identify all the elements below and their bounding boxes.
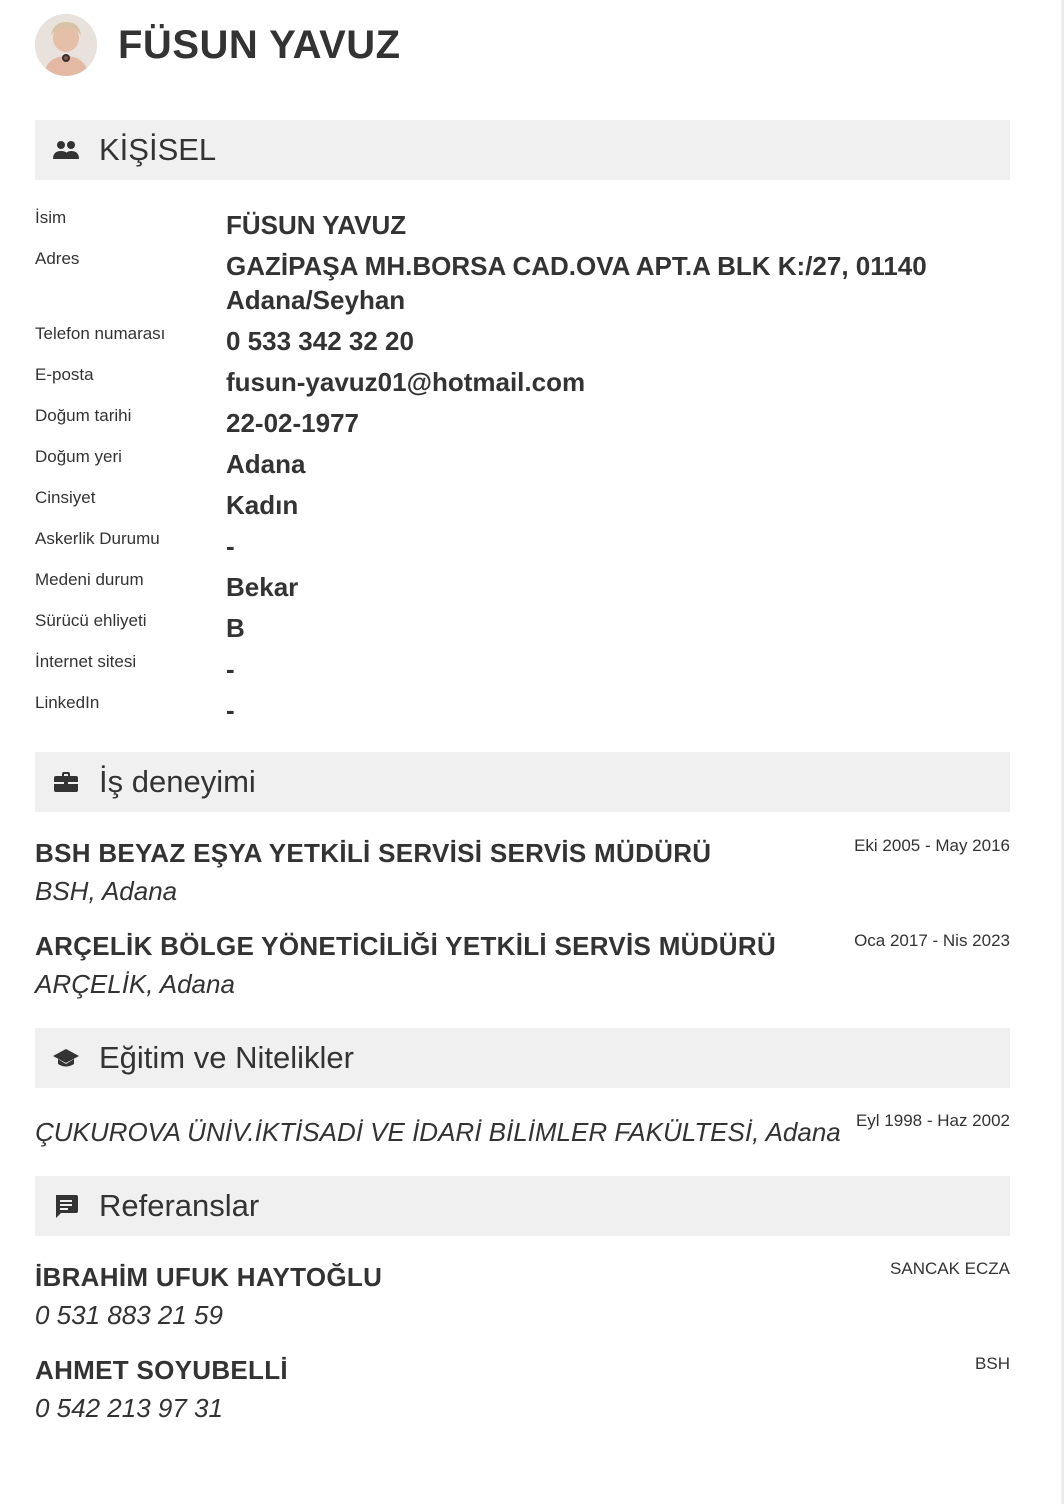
info-value: -	[226, 654, 235, 684]
reference-name: İBRAHİM UFUK HAYTOĞLU	[35, 1262, 383, 1292]
info-value: fusun-yavuz01@hotmail.com	[226, 367, 586, 397]
school-name: ÇUKUROVA ÜNİV.İKTİSADİ VE İDARİ BİLİMLER FAKÜLTESİ, Adana	[35, 1117, 841, 1147]
reference-phone: 0 542 213 97 31	[35, 1393, 223, 1423]
info-label: İsim	[35, 208, 67, 227]
job-company: ARÇELİK, Adana	[35, 969, 235, 999]
graduation-cap-icon	[51, 1043, 81, 1073]
reference-name: AHMET SOYUBELLİ	[35, 1355, 288, 1385]
job-dates: Oca 2017 - Nis 2023	[854, 931, 1010, 950]
info-value: Bekar	[226, 572, 299, 602]
education-dates: Eyl 1998 - Haz 2002	[855, 1111, 1010, 1130]
section-education	[35, 1028, 1010, 1088]
section-title: İş deneyimi	[99, 764, 256, 799]
message-icon	[51, 1191, 81, 1221]
info-value: 22-02-1977	[226, 408, 359, 438]
reference-company: BSH	[975, 1354, 1010, 1373]
section-title: Eğitim ve Nitelikler	[99, 1040, 354, 1075]
info-value: -	[226, 695, 235, 725]
reference-company: SANCAK ECZA	[890, 1259, 1010, 1278]
briefcase-icon	[51, 767, 81, 797]
job-title: ARÇELİK BÖLGE YÖNETİCİLİĞİ YETKİLİ SERVİS MÜDÜRÜ	[35, 931, 777, 961]
info-label: Askerlik Durumu	[35, 529, 160, 548]
section-title: Referanslar	[99, 1188, 260, 1223]
info-value: Kadın	[226, 490, 299, 520]
section-experience	[35, 752, 1010, 812]
avatar	[35, 14, 97, 76]
info-value: GAZİPAŞA MH.BORSA CAD.OVA APT.A BLK K:/27, 01140 Adana/Seyhan	[226, 251, 927, 315]
info-value: Adana	[226, 449, 306, 479]
info-label: Sürücü ehliyeti	[35, 611, 147, 630]
info-label: Doğum tarihi	[35, 406, 132, 425]
job-company: BSH, Adana	[35, 876, 178, 906]
page-title: FÜSUN YAVUZ	[118, 22, 401, 67]
info-value: 0 533 342 32 20	[226, 326, 414, 356]
section-references	[35, 1176, 1010, 1236]
info-value: FÜSUN YAVUZ	[226, 210, 407, 240]
people-icon	[51, 135, 81, 165]
job-dates: Eki 2005 - May 2016	[854, 836, 1010, 855]
info-label: Cinsiyet	[35, 488, 96, 507]
info-label: Medeni durum	[35, 570, 144, 589]
info-label: İnternet sitesi	[35, 652, 137, 671]
info-label: Adres	[35, 249, 80, 268]
reference-phone: 0 531 883 21 59	[35, 1300, 223, 1330]
section-title: KİŞİSEL	[99, 132, 217, 167]
section-personal	[35, 120, 1010, 180]
info-label: Telefon numarası	[35, 324, 166, 343]
job-title: BSH BEYAZ EŞYA YETKİLİ SERVİSİ SERVİS MÜDÜRÜ	[35, 838, 712, 868]
info-value: -	[226, 531, 235, 561]
info-value: B	[226, 613, 245, 643]
info-label: E-posta	[35, 365, 94, 384]
profile-header	[35, 14, 401, 76]
info-label: Doğum yeri	[35, 447, 122, 466]
info-label: LinkedIn	[35, 693, 100, 712]
